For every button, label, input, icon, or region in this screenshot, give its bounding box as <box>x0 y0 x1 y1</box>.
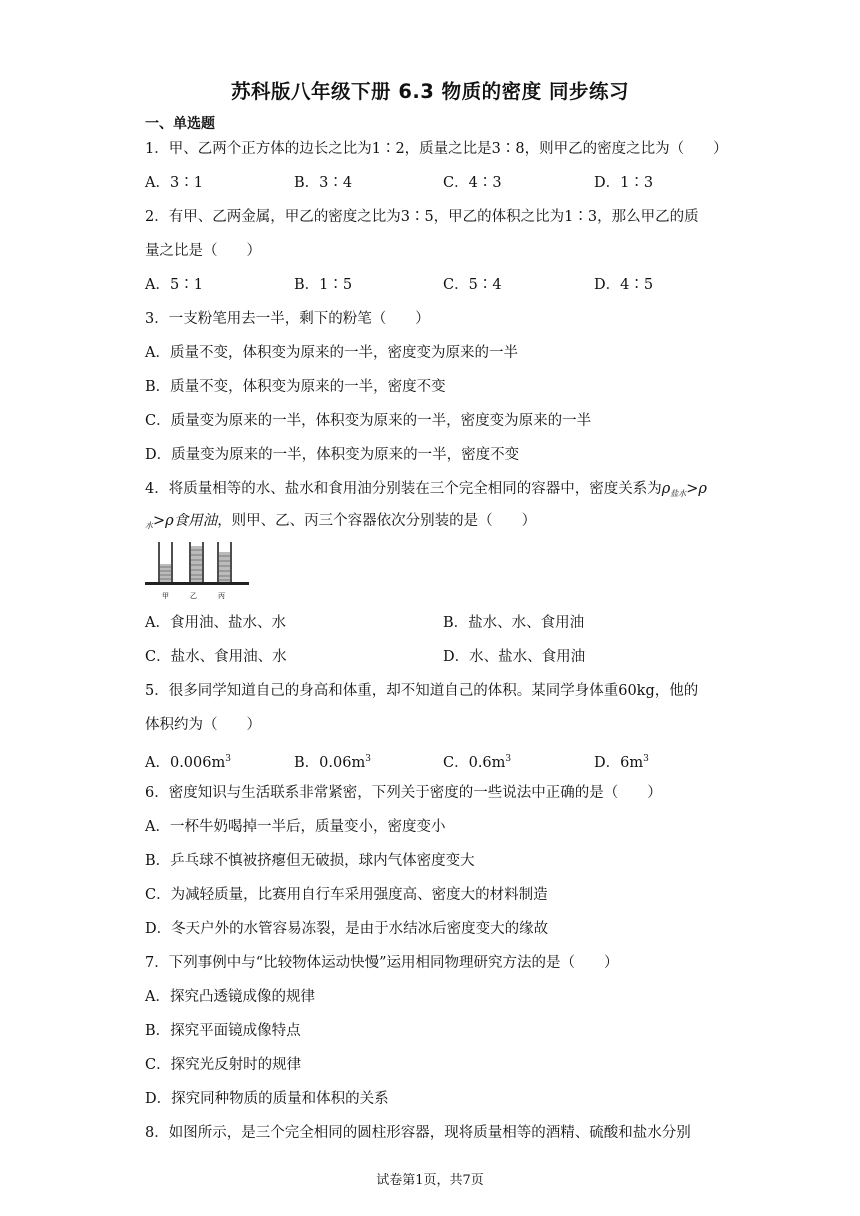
section-heading: 一、单选题 <box>145 116 215 132</box>
superscript-3: 3 <box>643 754 649 764</box>
q7-option-d: D．探究同种物质的质量和体积的关系 <box>145 1091 389 1107</box>
q6-option-b: B．乒乓球不慎被挤瘪但无破损，球内气体密度变大 <box>145 853 475 869</box>
rho-symbol: ρ <box>698 481 707 497</box>
q1-option-a: A．3∶1 <box>145 175 203 191</box>
question-4-line-2 <box>145 511 536 536</box>
question-3-text: 3．一支粉笔用去一半，剩下的粉笔（ ） <box>145 311 430 327</box>
page-title: 苏科版八年级下册 6.3 物质的密度 同步练习 <box>231 80 629 103</box>
q1-option-b: B．3∶4 <box>294 175 353 191</box>
question-4-line-1 <box>145 479 707 504</box>
container-jia <box>159 542 172 582</box>
label-bing: 丙 <box>218 592 225 600</box>
q4-option-a: A．食用油、盐水、水 <box>145 615 286 631</box>
q5-option-a: A．$0.006m^3$ <box>145 754 231 771</box>
q3-option-c: C．质量变为原来的一半，体积变为原来的一半，密度变为原来的一半 <box>145 413 592 429</box>
q2-option-a: A．5∶1 <box>145 277 203 293</box>
superscript-3: 3 <box>505 754 512 764</box>
label-yi: 乙 <box>190 592 197 600</box>
q6-option-d: D．冬天户外的水管容易冻裂，是由于水结冰后密度变大的缘故 <box>145 921 549 937</box>
shelf-line <box>145 582 249 585</box>
question-5-line-1: 5．很多同学知道自己的身高和体重，却不知道自己的体积。某同学身体重60kg，他的 <box>145 683 699 699</box>
containers-diagram <box>145 540 249 602</box>
container-yi <box>190 542 203 582</box>
q2-option-c: C．5∶4 <box>443 277 502 293</box>
q7-option-b: B．探究平面镜成像特点 <box>145 1023 301 1039</box>
question-6-text: 6．密度知识与生活联系非常紧密，下列关于密度的一些说法中正确的是（ ） <box>145 785 662 801</box>
q1-option-c: C．4∶3 <box>443 175 502 191</box>
question-1-text: 1．甲、乙两个正方体的边长之比为1∶2，质量之比是3∶8，则甲乙的密度之比为（ ） <box>145 141 728 157</box>
rho-subscript-food-oil: 食用油 <box>173 513 218 529</box>
question-5-line-2: 体积约为（ ） <box>145 717 261 733</box>
three-containers-figure <box>145 540 249 606</box>
superscript-3: 3 <box>365 754 371 764</box>
q4-text-end: ，则甲、乙、丙三个容器依次分别装的是（ ） <box>217 513 537 529</box>
q4-option-d: D．水、盐水、食用油 <box>443 649 586 665</box>
q6-option-a: A．一杯牛奶喝掉一半后，质量变小，密度变小 <box>145 819 446 835</box>
q6-option-c: C．为减轻质量，比赛用自行车采用强度高、密度大的材料制造 <box>145 887 548 903</box>
q7-option-a: A．探究凸透镜成像的规律 <box>145 989 315 1005</box>
q3-option-d: D．质量变为原来的一半，体积变为原来的一半，密度不变 <box>145 447 520 463</box>
q2-option-d: D．4∶5 <box>594 277 654 293</box>
question-2-line-1: 2．有甲、乙两金属，甲乙的密度之比为3∶5，甲乙的体积之比为1∶3，那么甲乙的质 <box>145 209 699 225</box>
q4-option-b: B．盐水、水、食用油 <box>443 615 585 631</box>
q5-option-b: B．$0.06m^3$ <box>294 754 371 771</box>
rho-subscript-water: 水 <box>145 521 153 530</box>
label-jia: 甲 <box>162 592 169 600</box>
question-7-text: 7．下列事例中与“比较物体运动快慢”运用相同物理研究方法的是（ ） <box>145 955 619 971</box>
rho-symbol: ρ <box>661 481 671 497</box>
greater-than-symbol: > <box>686 481 699 497</box>
rho-subscript-saltwater: 盐水 <box>670 489 687 498</box>
q3-option-a: A．质量不变，体积变为原来的一半，密度变为原来的一半 <box>145 345 518 361</box>
container-bing <box>218 542 231 582</box>
q2-option-b: B．1∶5 <box>294 277 353 293</box>
superscript-3: 3 <box>225 754 231 764</box>
question-2-line-2: 量之比是（ ） <box>145 243 261 259</box>
q3-option-b: B．质量不变，体积变为原来的一半，密度不变 <box>145 379 446 395</box>
q1-option-d: D．1∶3 <box>594 175 654 191</box>
q4-text-start: 4．将质量相等的水、盐水和食用油分别装在三个完全相同的容器中，密度关系为 <box>145 481 662 497</box>
q7-option-c: C．探究光反射时的规律 <box>145 1057 302 1073</box>
rho-symbol: ρ <box>165 513 174 529</box>
question-8-text: 8．如图所示，是三个完全相同的圆柱形容器，现将质量相等的酒精、硫酸和盐水分别 <box>145 1125 691 1141</box>
greater-than-symbol: > <box>153 513 166 529</box>
q5-option-d: D．$6m^3$ <box>594 754 649 771</box>
q5-option-c: C．$0.6m^3$ <box>443 754 512 771</box>
page-footer: 试卷第1页，共7页 <box>376 1173 484 1188</box>
q4-option-c: C．盐水、食用油、水 <box>145 649 287 665</box>
